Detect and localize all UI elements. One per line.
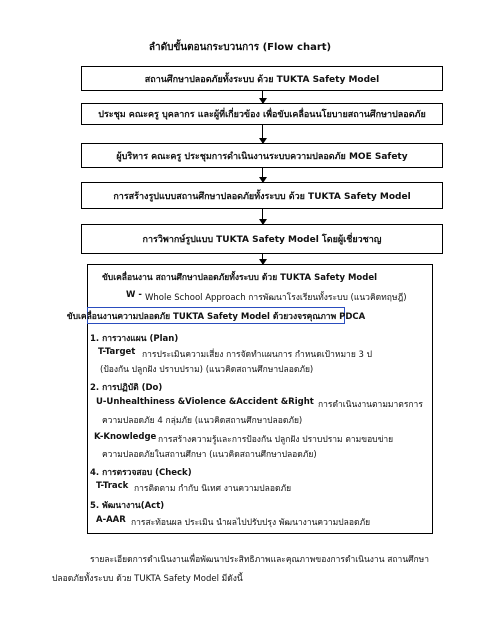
a-text: การสะท้อนผล ประเมิน นำผลไปปรับปรุง พัฒนางานความปลอดภัย <box>131 518 371 528</box>
w-text: Whole School Approach การพัฒนาโรงเรียนทั้งระบบ (แนวคิดทฤษฎี) <box>145 293 407 303</box>
t-text-1: การประเมินความเสี่ยง การจัดทำแผนการ กำหนดเป้าหมาย 3 ป <box>142 350 373 360</box>
a-code: A-AAR <box>96 515 126 525</box>
page-title: ลำดับขั้นตอนกระบวนการ (Flow chart) <box>148 42 332 53</box>
do-heading: 2. การปฏิบัติ (Do) <box>90 383 163 393</box>
t-code: T-Target <box>98 347 136 357</box>
flow-box-3: ผู้บริหาร คณะครู ประชุมการดำเนินงานระบบความปลอดภัย MOE Safety <box>81 143 443 168</box>
flow-box-2: ประชุม คณะครู บุคลากร และผู้ที่เกี่ยวข้อง เพื่อขับเคลื่อนนโยบายสถานศึกษาปลอดภัย <box>81 103 443 125</box>
paragraph-line-2: ปลอดภัยทั้งระบบ ด้วย TUKTA Safety Model มีดังนี้ <box>52 574 243 584</box>
t-text-2: (ป้องกัน ปลูกฝัง ปราบปราม) (แนวคิดสถานศึกษาปลอดภัย) <box>100 365 314 375</box>
flow-arrow-1 <box>262 91 263 103</box>
k-code: K-Knowledge <box>94 432 157 442</box>
k-text-2: ความปลอดภัยในสถานศึกษา (แนวคิดสถานศึกษาปลอดภัย) <box>102 450 317 460</box>
tt-code: T-Track <box>96 481 129 491</box>
u-text-1: การดำเนินงานตามมาตรการ <box>318 400 423 410</box>
flow-box-5: การวิพากษ์รูปแบบ TUKTA Safety Model โดยผู้เชี่ยวชาญ <box>81 224 443 254</box>
flow-arrow-5 <box>262 254 263 264</box>
pdca-box: ขับเคลื่อนงานความปลอดภัย TUKTA Safety Model ด้วยวงจรคุณภาพ PDCA <box>87 307 345 324</box>
flow-box-1: สถานศึกษาปลอดภัยทั้งระบบ ด้วย TUKTA Safety Model <box>81 66 443 91</box>
plan-heading: 1. การวางแผน (Plan) <box>90 334 179 344</box>
flow-arrow-3 <box>262 168 263 182</box>
detail-heading: ขับเคลื่อนงาน สถานศึกษาปลอดภัยทั้งระบบ ด้วย TUKTA Safety Model <box>102 273 378 283</box>
u-text-2: ความปลอดภัย 4 กลุ่มภัย (แนวคิดสถานศึกษาปลอดภัย) <box>102 416 303 426</box>
flow-arrow-2 <box>262 125 263 143</box>
w-code: W - <box>126 290 142 300</box>
flow-arrow-4 <box>262 209 263 224</box>
act-heading: 5. พัฒนางาน(Act) <box>90 501 165 511</box>
check-heading: 4. การตรวจสอบ (Check) <box>90 468 192 478</box>
paragraph-line-1: รายละเอียดการดำเนินงานเพื่อพัฒนาประสิทธิภาพและคุณภาพของการดำเนินงาน สถานศึกษา <box>90 555 430 565</box>
tt-text: การติดตาม กำกับ นิเทศ งานความปลอดภัย <box>134 484 292 494</box>
flow-box-4: การสร้างรูปแบบสถานศึกษาปลอดภัยทั้งระบบ ด้วย TUKTA Safety Model <box>81 182 443 209</box>
u-code: U-Unhealthiness &Violence &Accident &Right <box>96 397 314 407</box>
k-text-1: การสร้างความรู้และการป้องกัน ปลูกฝัง ปราบปราม ตามขอบข่าย <box>158 435 394 445</box>
